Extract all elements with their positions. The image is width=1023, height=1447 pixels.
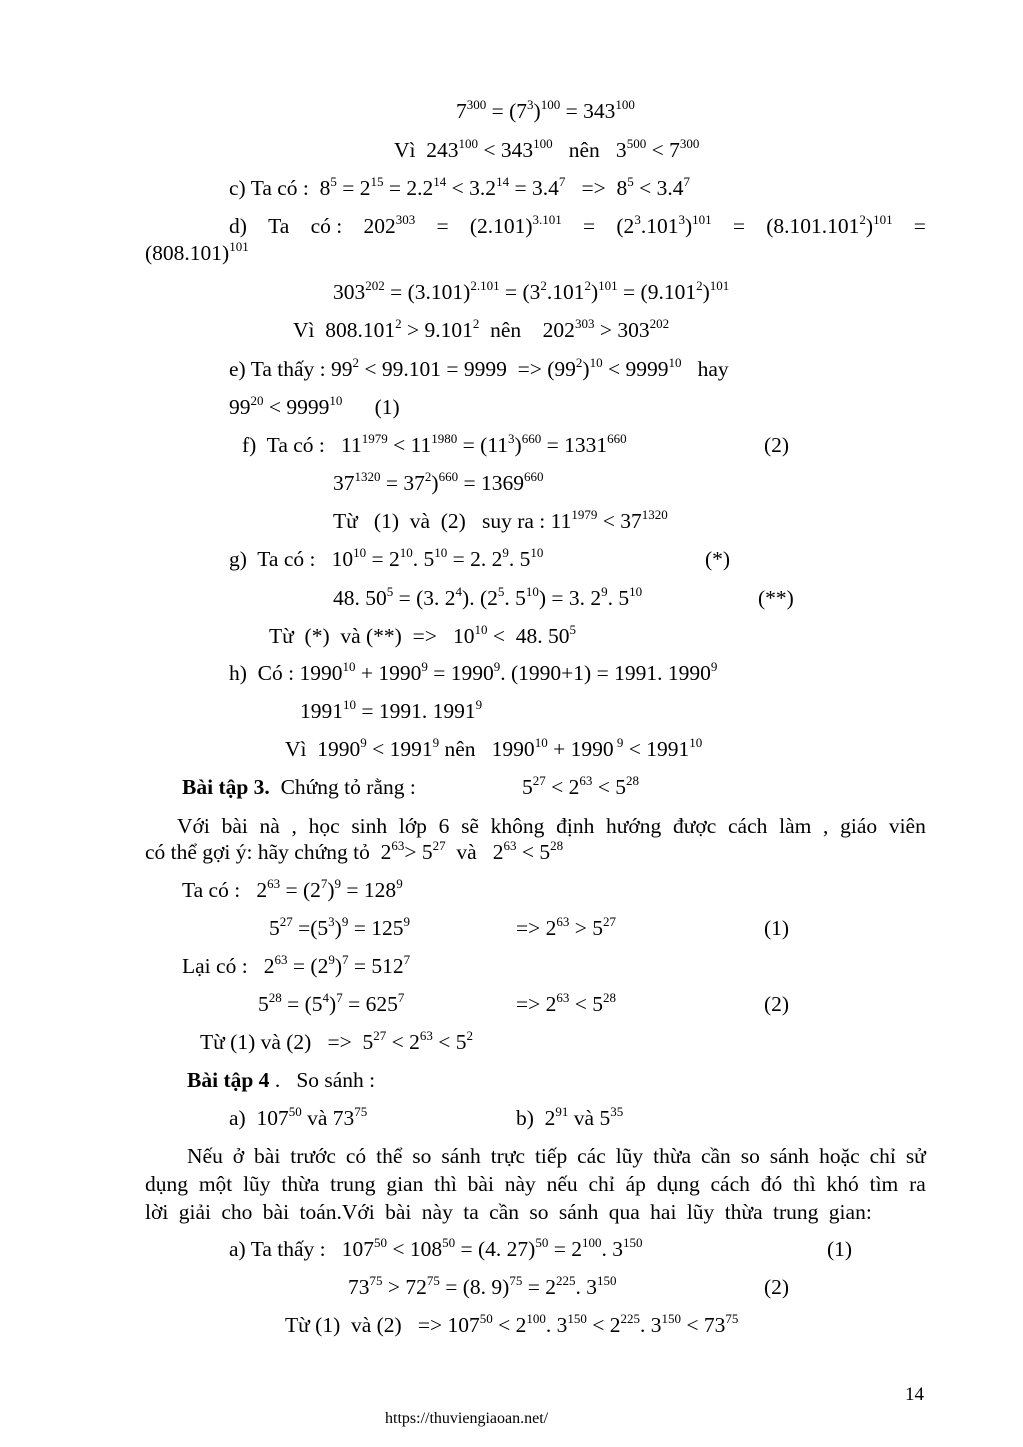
math-line: Từ (1) và $(2) => 5^{27} < 2^{63} < 5^2$ — [200, 1028, 473, 1054]
paragraph-line: có thể gợi ý: hãy chứng tỏ $2^{63}> 5^{27}$ và $2^{63} < 5^{28}$ — [145, 838, 564, 864]
paragraph-line-justified: lời giải cho bài toán.Với bài này ta cần so sánh qua hai lũy thừa trung gian: — [145, 1200, 872, 1224]
math-line: $(808.101)^{101}$ — [145, 239, 249, 265]
exercise-heading: Bài tập 4 . So sánh : — [187, 1068, 376, 1092]
math-line: 48. $50^5 = (3$. $2^4$). ($2^5$. $5^{10}) = 3$. $2^9$. $5^{10}$ — [333, 584, 643, 610]
math-line: $37^{1320} = 37^2)^{660} = 1369^{660}$ — [333, 469, 544, 495]
math-line: e) Ta thấy : $99^2 < 99.101 = 9999 => (99^2)^{10} < 9999^{10}$ hay — [229, 355, 729, 381]
math-line: $99^{20} < 9999^{10}$ (1) — [229, 393, 400, 419]
exercise-heading: Bài tập 3. Chứng tỏ rằng : — [182, 775, 416, 799]
math-line: b) $2^{91}$ và $5^{35}$ — [516, 1104, 624, 1130]
equation-number: (*) — [705, 547, 731, 571]
equation-number: (**) — [758, 586, 794, 610]
math-line: $5^{27} =(5^3)^9 = 125^9$ — [269, 914, 410, 940]
math-line-justified: d) Ta có : $202^{303}$ = $(2.101)^{3.101}$ = $(2^3.101^3)^{101}$ = $(8.101.101^2)^{101}$ = — [229, 212, 926, 238]
paragraph-line-justified: dụng một lũy thừa trung gian thì bài này nếu chỉ áp dụng cách đó thì khó tìm ra — [145, 1172, 926, 1196]
footer-url[interactable]: https://thuviengiaoan.net/ — [385, 1410, 549, 1427]
math-line: $1991^{10} = 1991$. 1991$^9$ — [300, 697, 483, 723]
math-line: g) Ta có : $10^{10} = 2^{10}$. $5^{10} = 2$. $2^9$. $5^{10}$ — [229, 545, 544, 571]
math-line: f) Ta có : $11^{1979} < 11^{1980} = (11^3)^{660} = 1331^{660}$ — [242, 431, 627, 457]
math-line: a) $107^{50}$ và $73^{75}$ — [229, 1104, 368, 1130]
math-line: $73^{75} > 72^{75} = (8$. $9)^{75} = 2^{225}$. $3^{150}$ — [348, 1273, 617, 1299]
paragraph-line-justified: Với bài nà , học sinh lớp 6 sẽ không định hướng được cách làm , giáo viên — [177, 814, 926, 838]
math-line: Từ (1) và $(2) => 107^{50} < 2^{100}$. $3^{150} < 2^{225}$. $3^{150} < 73^{75}$ — [285, 1311, 739, 1337]
math-line: => $2^{63} > 5^{27}$ — [516, 914, 617, 940]
math-line: Lại có : $2^{63} = (2^9)^7 = 512^7$ — [182, 952, 411, 978]
equation-number: (2) — [764, 1275, 790, 1299]
math-line: $5^{28} = (5^4)^7 = 625^7$ — [258, 990, 405, 1016]
page-number: 14 — [905, 1384, 924, 1405]
paragraph-line-justified: Nếu ở bài trước có thể so sánh trực tiếp các lũy thừa cần so sánh hoặc chỉ sử — [187, 1144, 926, 1168]
math-line: h) Có : $1990^{10} + 1990^9 = 1990^9$. (1990+1) = 1991. 1990$^9$ — [229, 659, 718, 685]
math-line: $5^{27} < 2^{63} < 5^{28}$ — [522, 773, 640, 799]
math-line: Từ (1) và (2) suy ra : $11^{1979} < 37^{1320}$ — [333, 507, 668, 533]
math-line: Vì $243^{100} < 343^{100}$ nên $3^{500} < 7^{300}$ — [394, 136, 700, 162]
math-line: Vì $808.101^2 > 9.101^2$ nên $202^{303} > 303^{202}$ — [293, 316, 670, 342]
math-line: $303^{202} = (3.101)^{2.101} = (3^2.101^2)^{101} = (9.101^2)^{101}$ — [333, 278, 730, 304]
math-line: Ta có : $2^{63} = (2^7)^9 = 128^9$ — [182, 876, 403, 902]
equation-number: (1) — [827, 1237, 853, 1261]
math-line: $7^{300} = (7^3)^{100} = 343^{100}$ — [456, 97, 635, 123]
math-line: c) Ta có : $8^5 = 2^{15} = 2.2^{14} < 3.2^{14} = 3.4^7 => 8^5 < 3.4^7$ — [229, 174, 690, 200]
math-line: Từ (*) và (**) => $10^{10} < 48$. $50^5$ — [269, 622, 576, 648]
equation-number: (2) — [764, 992, 790, 1016]
math-line: a) Ta thấy : $107^{50} < 108^{50} = (4$. $27)^{50} = 2^{100}$. $3^{150}$ — [229, 1235, 643, 1261]
equation-number: (1) — [764, 916, 790, 940]
math-line: => $2^{63} < 5^{28}$ — [516, 990, 617, 1016]
equation-number: (2) — [764, 433, 790, 457]
math-line: Vì $1990^9 < 1991^9$ nên $1990^{10} + 1990$ $^9 < 1991^{10}$ — [285, 735, 703, 761]
